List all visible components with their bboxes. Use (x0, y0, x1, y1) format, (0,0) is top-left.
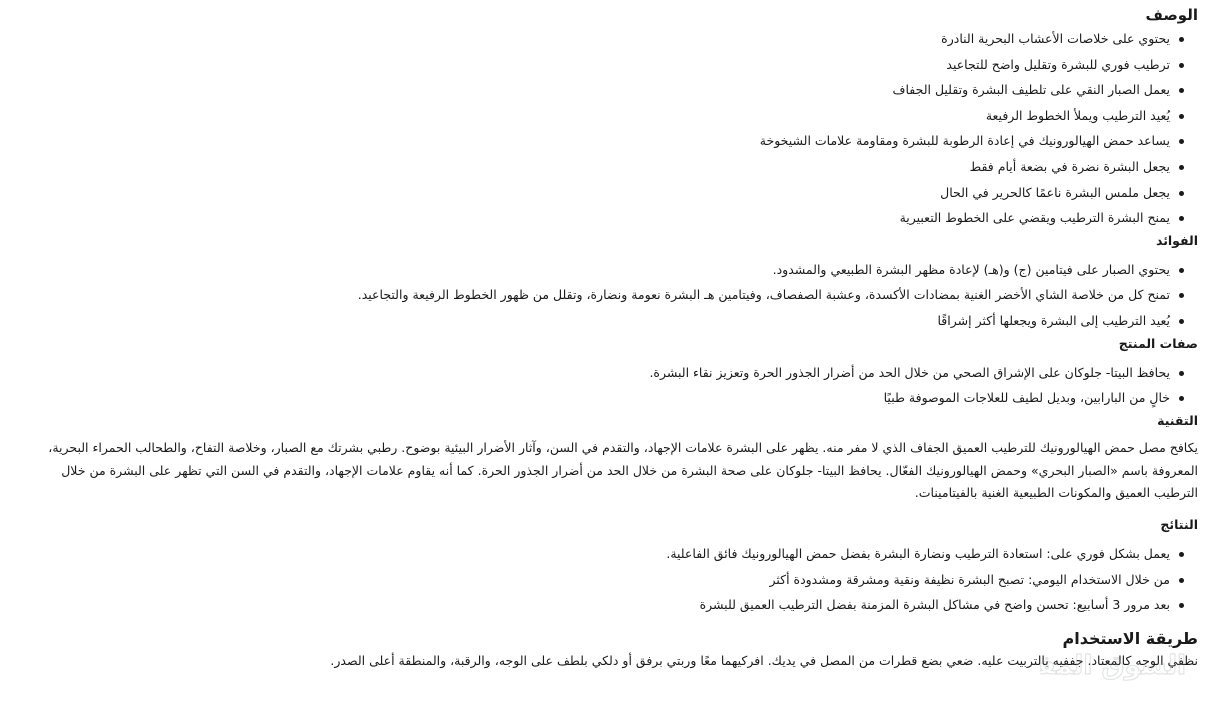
paragraph-line: المعروفة باسم «الصبار البحري» وحمض الهيالورونيك الفعّال. يحافظ البيتا- جلوكان على صحة البشرة من خلال الحد من أضرار الجذور الحرة. كما أنه يقاوم علامات الإجهاد، والتقدم في السن التي تظهر على البشرة من خلال (61, 462, 1198, 478)
usage-paragraph: نظفي الوجه كالمعتاد. جففيه بالتربيت عليه. ضعي بضع قطرات من المصل في يديك. افركيهما معًا وربتي برفق أو دلكي بلطف على الوجه، والرقبة، والمنطقة أعلى الصدر. (330, 652, 1198, 668)
technology-heading: التقنية (1157, 412, 1198, 428)
list-item: يعمل الصبار النقي على تلطيف البشرة وتقليل الجفاف (6, 77, 1184, 103)
list-item: يعمل بشكل فوري على: استعادة الترطيب ونضارة البشرة بفضل حمض الهيالورونيك فائق الفاعلية. (6, 541, 1184, 567)
list-item: يجعل البشرة نضرة في بضعة أيام فقط (6, 154, 1184, 180)
description-heading: الوصف (1145, 6, 1198, 24)
results-list (6, 541, 1198, 618)
benefits-heading: الفوائد (1155, 232, 1198, 248)
list-item: من خلال الاستخدام اليومي: تصبح البشرة نظيفة ونقية ومشرقة ومشدودة أكثر (6, 567, 1184, 593)
list-item: يساعد حمض الهيالورونيك في إعادة الرطوبة للبشرة ومقاومة علامات الشيخوخة (6, 128, 1184, 154)
list-item: يحافظ البيتا- جلوكان على الإشراق الصحي من خلال الحد من أضرار الجذور الحرة وتعزيز نقاء البشرة. (6, 360, 1184, 386)
description-list (6, 26, 1198, 231)
technology-paragraph (6, 437, 1198, 505)
watermark-text: السوق المف (1040, 651, 1186, 681)
features-heading: صفات المنتج (1118, 335, 1198, 351)
list-item: يجعل ملمس البشرة ناعمًا كالحرير في الحال (6, 180, 1184, 206)
paragraph-line: يكافح مصل حمض الهيالورونيك للترطيب العميق الجفاف الذي لا مفر منه. يظهر على البشرة علامات الإجهاد، والتقدم في السن، وآثار الأضرار البيئية بوضوح. رطبي بشرتك مع الصبار، وخلاصة التفاح، والطحالب الحمراء البحرية، (48, 439, 1198, 455)
list-item: يحتوي على خلاصات الأعشاب البحرية النادرة (6, 26, 1184, 52)
paragraph-line: الترطيب العميق والمكونات الطبيعية الغنية بالفيتامينات. (914, 485, 1198, 501)
list-item: تمنح كل من خلاصة الشاي الأخضر الغنية بمضادات الأكسدة، وعشبة الصفصاف، وفيتامين هـ البشرة نعومة ونضارة، وتقلل من ظهور الخطوط الرفيعة والتجاعيد. (6, 282, 1184, 308)
usage-heading: طريقة الاستخدام (1062, 628, 1198, 648)
list-item: يمنح البشرة الترطيب ويقضي على الخطوط التعبيرية (6, 205, 1184, 231)
list-item: يُعيد الترطيب ويملأ الخطوط الرفيعة (6, 103, 1184, 129)
benefits-list (6, 257, 1198, 334)
list-item: خالٍ من البارابين، وبديل لطيف للعلاجات الموصوفة طبيًا (6, 385, 1184, 411)
list-item: ترطيب فوري للبشرة وتقليل واضح للتجاعيد (6, 52, 1184, 78)
list-item: يحتوي الصبار على فيتامين (ج) و(هـ) لإعادة مظهر البشرة الطبيعي والمشدود. (6, 257, 1184, 283)
features-list (6, 360, 1198, 411)
list-item: يُعيد الترطيب إلى البشرة ويجعلها أكثر إشراقًا (6, 308, 1184, 334)
list-item: بعد مرور 3 أسابيع: تحسن واضح في مشاكل البشرة المزمنة بفضل الترطيب العميق للبشرة (6, 592, 1184, 618)
results-heading: النتائج (1160, 517, 1198, 533)
